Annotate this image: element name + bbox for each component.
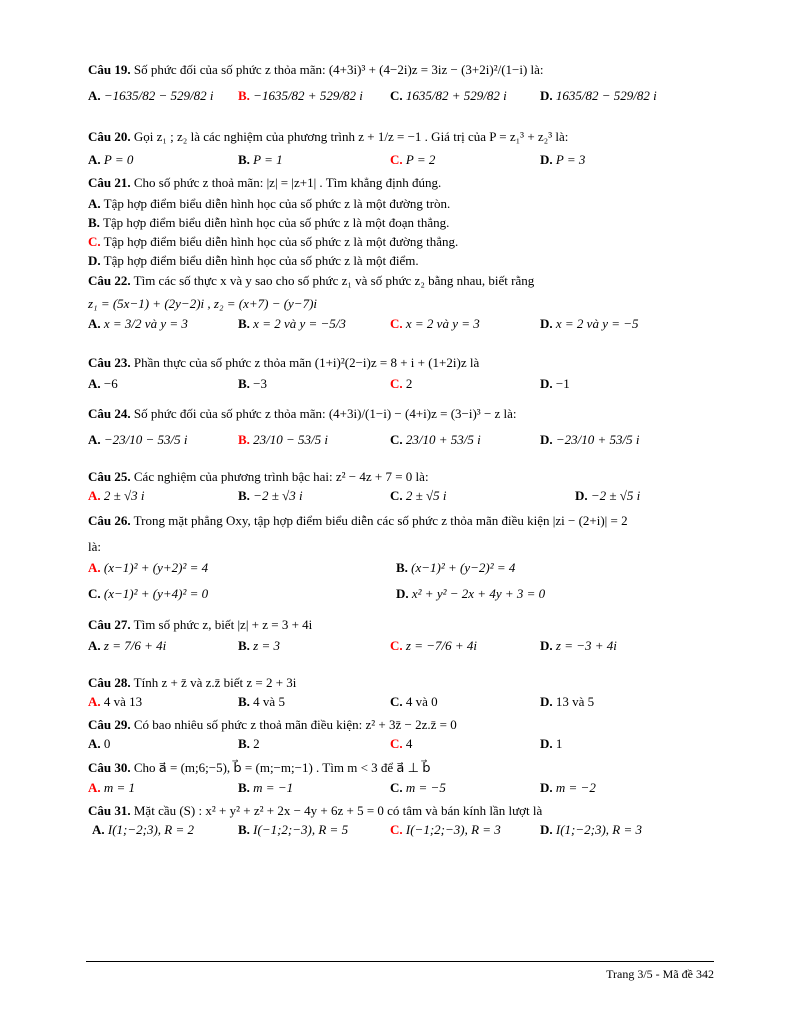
option-a[interactable]: A. (x−1)² + (y+2)² = 4 bbox=[88, 560, 209, 575]
question-27-options bbox=[88, 638, 716, 672]
question-24-text: Số phức đối của số phức z thỏa mãn: (4+3i)/(1−i) − (4+i)z = (3−i)³ − z là: bbox=[133, 406, 517, 421]
option-c[interactable]: C. (x−1)² + (y+4)² = 0 bbox=[88, 586, 209, 601]
question-31: Câu 31. Mặt cầu (S) : x² + y² + z² + 2x − 4y + 6z + 5 = 0 có tâm và bán kính lần lượt là bbox=[88, 803, 543, 818]
question-28-options bbox=[88, 694, 716, 714]
option-d[interactable]: D. 13 và 5 bbox=[540, 694, 595, 709]
option-b[interactable]: B. Tập hợp điểm biểu diễn hình học của số phức z là một đoạn thẳng. bbox=[88, 215, 450, 230]
option-c[interactable]: C. P = 2 bbox=[390, 152, 436, 167]
option-d[interactable]: D. 1635/82 − 529/82 i bbox=[540, 88, 657, 103]
option-a[interactable]: A. I(1;−2;3), R = 2 bbox=[92, 822, 195, 837]
option-c[interactable]: C. 1635/82 + 529/82 i bbox=[390, 88, 507, 103]
option-d[interactable]: D. x = 2 và y = −5 bbox=[540, 316, 639, 331]
question-20: Câu 20. Gọi z₁ ; z₂ là các nghiệm của phương trình z + 1/z = −1 . Giá trị của P = z₁³ + z₂³ là: bbox=[88, 129, 569, 144]
option-c[interactable]: C. m = −5 bbox=[390, 780, 446, 795]
question-25: Câu 25. Các nghiệm của phương trình bậc hai: z² − 4z + 7 = 0 là: bbox=[88, 469, 429, 484]
option-c[interactable]: C. 2 ± √5 i bbox=[390, 488, 447, 503]
question-26-options-row1 bbox=[88, 560, 716, 586]
option-d[interactable]: D. P = 3 bbox=[540, 152, 586, 167]
option-d[interactable]: D. I(1;−2;3), R = 3 bbox=[540, 822, 643, 837]
question-31-text: Mặt cầu (S) : x² + y² + z² + 2x − 4y + 6z + 5 = 0 có tâm và bán kính lần lượt là bbox=[133, 803, 543, 818]
option-b[interactable]: B. −2 ± √3 i bbox=[238, 488, 303, 503]
option-b[interactable]: B. m = −1 bbox=[238, 780, 294, 795]
option-d[interactable]: D. x² + y² − 2x + 4y + 3 = 0 bbox=[396, 586, 546, 601]
option-a[interactable]: A. 0 bbox=[88, 736, 111, 751]
page-footer: Trang 3/5 - Mã đề 342 bbox=[606, 967, 714, 981]
option-d[interactable]: D. z = −3 + 4i bbox=[540, 638, 617, 653]
option-a[interactable]: A. −6 bbox=[88, 376, 118, 391]
question-19: Câu 19. Số phức đối của số phức z thỏa mãn: (4+3i)³ + (4−2i)z = 3iz − (3+2i)²/(1−i) là: bbox=[88, 62, 544, 77]
option-a[interactable]: A. 4 và 13 bbox=[88, 694, 143, 709]
option-b[interactable]: B. x = 2 và y = −5/3 bbox=[238, 316, 346, 331]
question-29-options bbox=[88, 736, 716, 756]
question-19-options bbox=[88, 88, 716, 122]
question-30-options bbox=[88, 780, 716, 800]
option-b[interactable]: B. 23/10 − 53/5 i bbox=[238, 432, 329, 447]
question-19-text: Số phức đối của số phức z thỏa mãn: (4+3i)³ + (4−2i)z = 3iz − (3+2i)²/(1−i) là: bbox=[133, 62, 544, 77]
option-b[interactable]: B. (x−1)² + (y−2)² = 4 bbox=[396, 560, 516, 575]
option-c[interactable]: C. 4 và 0 bbox=[390, 694, 438, 709]
option-d[interactable]: D. m = −2 bbox=[540, 780, 596, 795]
question-24-options bbox=[88, 432, 716, 466]
question-25-text: Các nghiệm của phương trình bậc hai: z² − 4z + 7 = 0 là: bbox=[133, 469, 429, 484]
option-b[interactable]: B. 2 bbox=[238, 736, 260, 751]
option-b[interactable]: B. −3 bbox=[238, 376, 268, 391]
question-22-condition: z₁ = (5x−1) + (2y−2)i , z₂ = (x+7) − (y−7)i bbox=[88, 296, 318, 311]
exam-page bbox=[88, 52, 716, 842]
footer-divider bbox=[86, 961, 714, 962]
option-d[interactable]: D. 1 bbox=[540, 736, 563, 751]
question-20-text: Gọi z₁ ; z₂ là các nghiệm của phương trình z + 1/z = −1 . Giá trị của P = z₁³ + z₂³ là: bbox=[133, 129, 569, 144]
question-24: Câu 24. Số phức đối của số phức z thỏa mãn: (4+3i)/(1−i) − (4+i)z = (3−i)³ − z là: bbox=[88, 406, 517, 421]
option-c[interactable]: C. Tập hợp điểm biểu diễn hình học của số phức z là một đường thẳng. bbox=[88, 234, 459, 249]
option-a[interactable]: A. −23/10 − 53/5 i bbox=[88, 432, 188, 447]
option-b[interactable]: B. z = 3 bbox=[238, 638, 281, 653]
question-29-text: Có bao nhiêu số phức z thoả mãn điều kiện: z² + 3z̄ − 2z.z̄ = 0 bbox=[133, 717, 457, 732]
question-21-text: Cho số phức z thoả mãn: |z| = |z+1| . Tìm khẳng định đúng. bbox=[133, 175, 442, 190]
option-a[interactable]: A. Tập hợp điểm biểu diễn hình học của số phức z là một đường tròn. bbox=[88, 196, 451, 211]
option-b[interactable]: B. I(−1;2;−3), R = 5 bbox=[238, 822, 349, 837]
option-c[interactable]: C. 4 bbox=[390, 736, 413, 751]
question-27: Câu 27. Tìm số phức z, biết |z| + z = 3 + 4i bbox=[88, 617, 313, 632]
option-b[interactable]: B. −1635/82 + 529/82 i bbox=[238, 88, 363, 103]
option-a[interactable]: A. 2 ± √3 i bbox=[88, 488, 145, 503]
question-23: Câu 23. Phần thực của số phức z thỏa mãn (1+i)²(2−i)z = 8 + i + (1+2i)z là bbox=[88, 355, 480, 370]
question-22: Câu 22. Tìm các số thực x và y sao cho số phức z₁ và số phức z₂ bằng nhau, biết rằng bbox=[88, 273, 535, 288]
question-27-text: Tìm số phức z, biết |z| + z = 3 + 4i bbox=[133, 617, 313, 632]
question-26: Câu 26. Trong mặt phẳng Oxy, tập hợp điểm biểu diễn các số phức z thỏa mãn điều kiện |zi − (2+i)| = 2 bbox=[88, 513, 628, 528]
option-d[interactable]: D. −23/10 + 53/5 i bbox=[540, 432, 640, 447]
question-23-text: Phần thực của số phức z thỏa mãn (1+i)²(2−i)z = 8 + i + (1+2i)z là bbox=[133, 355, 480, 370]
question-22-options bbox=[88, 316, 716, 350]
question-28-text: Tính z + z̄ và z.z̄ biết z = 2 + 3i bbox=[133, 675, 297, 690]
option-c[interactable]: C. 23/10 + 53/5 i bbox=[390, 432, 481, 447]
option-a[interactable]: A. z = 7/6 + 4i bbox=[88, 638, 167, 653]
question-21: Câu 21. Cho số phức z thoả mãn: |z| = |z+1| . Tìm khẳng định đúng. bbox=[88, 175, 442, 190]
question-26-options-row2 bbox=[88, 586, 716, 612]
option-a[interactable]: A. P = 0 bbox=[88, 152, 134, 167]
question-26-cont: là: bbox=[88, 539, 101, 554]
question-29: Câu 29. Có bao nhiêu số phức z thoả mãn điều kiện: z² + 3z̄ − 2z.z̄ = 0 bbox=[88, 717, 457, 732]
question-23-options bbox=[88, 376, 716, 396]
question-26-text: Trong mặt phẳng Oxy, tập hợp điểm biểu diễn các số phức z thỏa mãn điều kiện |zi − (2+i)| = 2 bbox=[133, 513, 628, 528]
option-d[interactable]: D. Tập hợp điểm biểu diễn hình học của số phức z là một điểm. bbox=[88, 253, 419, 268]
question-25-options bbox=[88, 488, 716, 508]
option-b[interactable]: B. 4 và 5 bbox=[238, 694, 285, 709]
option-b[interactable]: B. P = 1 bbox=[238, 152, 283, 167]
question-22-text: Tìm các số thực x và y sao cho số phức z₁ và số phức z₂ bằng nhau, biết rằng bbox=[133, 273, 535, 288]
question-30: Câu 30. Cho a⃗ = (m;6;−5), b⃗ = (m;−m;−1) . Tìm m < 3 để a⃗ ⊥ b⃗ bbox=[88, 760, 431, 775]
option-c[interactable]: C. 2 bbox=[390, 376, 413, 391]
question-31-options bbox=[88, 822, 716, 842]
option-c[interactable]: C. I(−1;2;−3), R = 3 bbox=[390, 822, 501, 837]
option-d[interactable]: D. −1 bbox=[540, 376, 570, 391]
option-a[interactable]: A. m = 1 bbox=[88, 780, 136, 795]
option-a[interactable]: A. x = 3/2 và y = 3 bbox=[88, 316, 188, 331]
question-20-options bbox=[88, 152, 716, 172]
option-d[interactable]: D. −2 ± √5 i bbox=[575, 488, 641, 503]
option-c[interactable]: C. z = −7/6 + 4i bbox=[390, 638, 477, 653]
option-a[interactable]: A. −1635/82 − 529/82 i bbox=[88, 88, 214, 103]
question-28: Câu 28. Tính z + z̄ và z.z̄ biết z = 2 + 3i bbox=[88, 675, 297, 690]
question-30-text: Cho a⃗ = (m;6;−5), b⃗ = (m;−m;−1) . Tìm m < 3 để a⃗ ⊥ b⃗ bbox=[133, 760, 431, 775]
option-c[interactable]: C. x = 2 và y = 3 bbox=[390, 316, 480, 331]
